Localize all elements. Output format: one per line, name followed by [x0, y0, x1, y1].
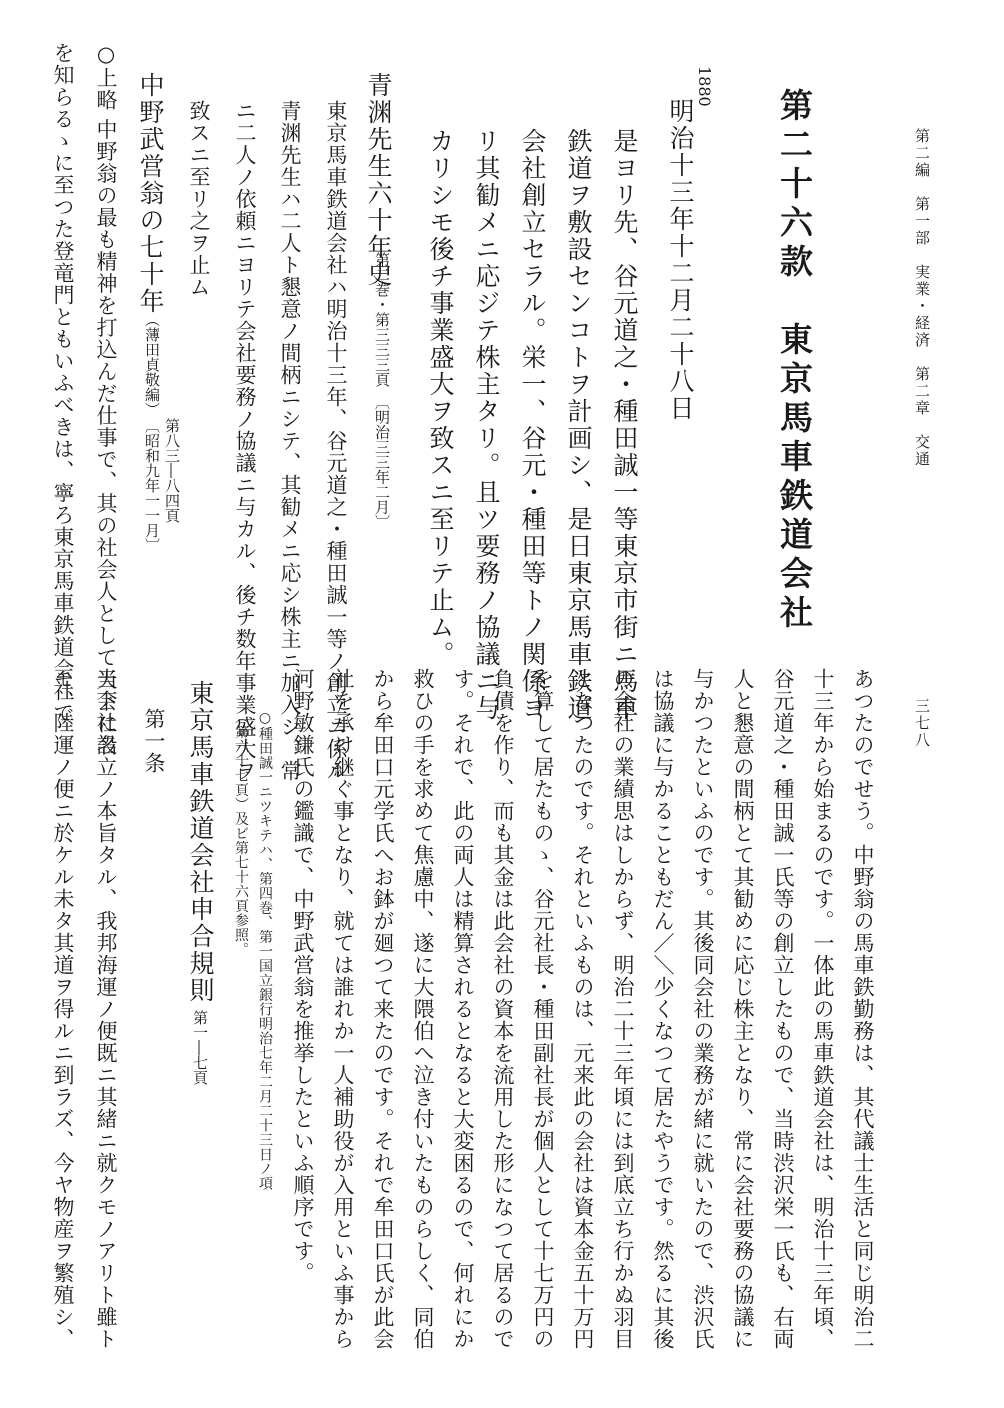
source-reference: 第二巻・第三三三頁 〔明治三三年二月〕 [373, 252, 391, 530]
source-date: 〔昭和九年一一月〕 [143, 418, 161, 553]
body-line: あつたのでせう。中野翁の馬車鉄勤務は、其代議士生活と同じ明治二 [851, 668, 875, 1350]
section-title: 第二十六款 東京馬車鉄道会社 [775, 88, 814, 634]
body-line: 救ひの手を求めて焦慮中、遂に大隈伯へ泣き付いたものらしく、同伯 [411, 668, 435, 1350]
body-line: 与かつたといふのです。其後同会社の業務が緒に就いたので、渋沢氏 [691, 668, 715, 1350]
body-line: 東京馬車鉄道会社ハ明治十三年、谷元道之・種田誠一等ノ創立ニ係ル [324, 100, 348, 782]
page-number: 三七八 [913, 698, 931, 749]
body-line: を知らるゝに至つた登竜門ともいふべきは、寧ろ東京馬車鉄道会社で [51, 42, 75, 724]
body-line: ニ二人ノ依頼ニヨリテ会社要務ノ協議ニ与カル、後チ数年事業盛大ヲ [233, 100, 257, 782]
body-line: 河野敏鎌氏の鑑識で、中野武営翁を推挙したといふ順序です。 [291, 668, 315, 1284]
body-line: 青渊先生ハ二人ト懇意ノ間柄ニシテ、其勧メニ応シ株主ニ加入シ、常 [278, 100, 302, 782]
body-line: す。それで、此の両人は精算されるとなると大変困るので、何れにか [451, 668, 475, 1350]
body-line: となつたのです。それといふものは、元来此の会社は資本金五十万円 [571, 668, 595, 1350]
body-line: 当会社設立ノ本旨タル、我邦海運ノ便既ニ其緒ニ就クモノアリト雖ト [94, 668, 118, 1350]
body-line: 十三年から始まるのです。一体此の馬車鉄道会社は、明治十三年頃、 [811, 668, 835, 1350]
source-editor: （薄田貞敬編） [143, 312, 161, 417]
body-line: から牟田口元学氏へお鉢が廻つて来たのです。それで牟田口氏が此会 [371, 668, 395, 1350]
body-line: ○上略 中野翁の最も精神を打込んだ仕事で、其の社会人として天下に名 [94, 42, 118, 757]
year-note: 1880 [695, 66, 714, 107]
body-line: 是ヨリ先、谷元道之・種田誠一等東京市街ニ馬車 [610, 128, 639, 722]
body-line: 致スニ至リ之ヲ止ム [187, 100, 211, 298]
date-heading: 明治十三年十二月二十八日 [666, 98, 695, 422]
source-pages: 第八三―八四頁 [163, 418, 181, 523]
body-line: モ、陸運ノ便ニ於ケル未タ其道ヲ得ルニ到ラズ、今ヤ物産ヲ繁殖シ、 [51, 668, 75, 1350]
source-pages: 第一―七頁 [191, 1010, 209, 1085]
body-line: は協議に与かることもだん／＼少くなつて居たやうです。然るに其後 [651, 668, 675, 1350]
source-title: 青渊先生六十年史 [364, 72, 393, 288]
body-line: を算して居たものゝ、谷元社長・種田副社長が個人として十七万円の [531, 668, 555, 1350]
footnote-line: （第六十七頁）及ビ第七十六頁参照。 [233, 710, 249, 957]
running-header: 第二編 第一部 実業・経済 第二章 交通 [913, 128, 931, 468]
body-line: 人と懇意の間柄とて其勧めに応じ株主となり、常に会社要務の協議に [731, 668, 755, 1350]
footnote-line: ○種田誠一ニツキテハ、第四巻、第一国立銀行明治七年二月二十三日ノ項 [257, 710, 273, 1191]
body-line: 鉄道ヲ敷設センコトヲ計画シ、是日東京馬車鉄道 [564, 128, 593, 722]
body-line: リ其勧メニ応ジテ株主タリ。且ツ要務ノ協議ニ与 [472, 128, 501, 722]
body-line: 会社創立セラル。栄一、谷元・種田等トノ関係ヨ [518, 128, 547, 722]
body-line: の会社の業績思はしからず、明治二十三年頃には到底立ち行かぬ羽目 [611, 668, 635, 1350]
source-title: 東京馬車鉄道会社申合規則 [186, 680, 215, 1004]
source-title: 中野武営翁の七十年 [136, 72, 165, 315]
body-line: 谷元道之・種田誠一氏等の創立したもので、当時渋沢栄一氏も、右両 [771, 668, 795, 1350]
body-line: 負債を作り、而も其金は此会社の資本を流用した形になつて居るので [491, 668, 515, 1350]
body-line: カリシモ後チ事業盛大ヲ致スニ至リテ止ム。 [426, 128, 455, 668]
body-line: 社を承け継ぐ事となり、就ては誰れか一人補助役が入用といふ事から [331, 668, 355, 1350]
article-heading: 第一条 [142, 708, 166, 774]
